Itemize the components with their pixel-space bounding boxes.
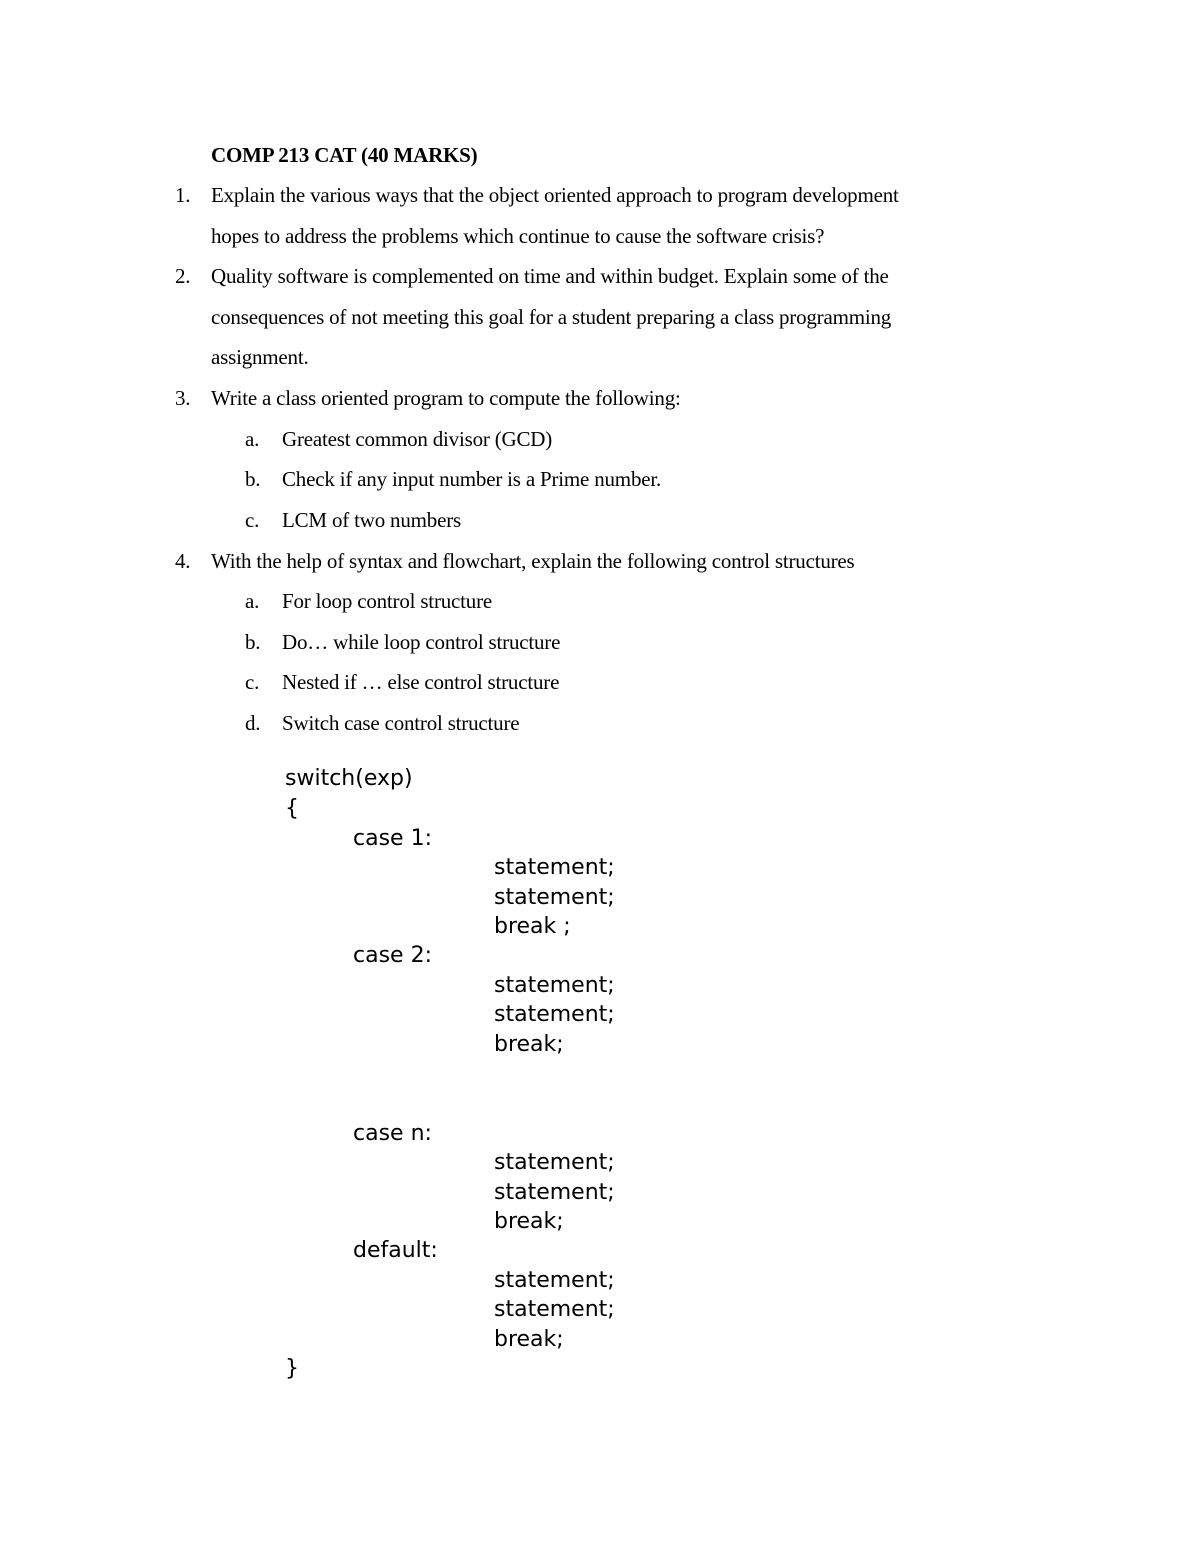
- code-line: default:: [353, 1238, 438, 1263]
- sub-item-text: LCM of two numbers: [282, 508, 461, 532]
- code-line: switch(exp): [285, 766, 413, 791]
- sub-item-marker: a.: [245, 427, 260, 451]
- code-line: break;: [494, 1209, 564, 1234]
- question-text-line: assignment.: [211, 345, 309, 369]
- code-line: break ;: [494, 914, 571, 939]
- code-line: statement;: [494, 1268, 615, 1293]
- sub-item-text: Nested if … else control structure: [282, 670, 560, 694]
- question-text-line: Explain the various ways that the object oriented approach to program development: [211, 183, 899, 207]
- code-line: statement;: [494, 1002, 615, 1027]
- code-line: break;: [494, 1327, 564, 1352]
- code-line: statement;: [494, 973, 615, 998]
- sub-item-text: Check if any input number is a Prime number.: [282, 467, 662, 491]
- code-line: statement;: [494, 885, 615, 910]
- sub-item-marker: b.: [245, 467, 261, 491]
- code-line: case 1:: [353, 826, 432, 851]
- document-title: COMP 213 CAT (40 MARKS): [211, 143, 478, 167]
- question-text-line: Write a class oriented program to compute the following:: [211, 386, 681, 410]
- code-line: statement;: [494, 1180, 615, 1205]
- question-number: 3.: [175, 386, 191, 410]
- sub-item-text: Greatest common divisor (GCD): [282, 427, 553, 451]
- question-text-line: With the help of syntax and flowchart, explain the following control structures: [211, 549, 855, 573]
- code-line: {: [285, 796, 299, 821]
- code-line: break;: [494, 1032, 564, 1057]
- sub-item-marker: a.: [245, 589, 260, 613]
- code-line: }: [285, 1356, 299, 1381]
- question-text-line: Quality software is complemented on time and within budget. Explain some of the: [211, 264, 889, 288]
- question-number: 1.: [175, 183, 191, 207]
- sub-item-marker: c.: [245, 508, 260, 532]
- question-number: 2.: [175, 264, 191, 288]
- sub-item-text: For loop control structure: [282, 589, 493, 613]
- question-text-line: hopes to address the problems which continue to cause the software crisis?: [211, 224, 825, 248]
- sub-item-marker: b.: [245, 630, 261, 654]
- sub-item-marker: c.: [245, 670, 260, 694]
- question-number: 4.: [175, 549, 191, 573]
- sub-item-text: Switch case control structure: [282, 711, 520, 735]
- sub-item-text: Do… while loop control structure: [282, 630, 561, 654]
- code-line: statement;: [494, 855, 615, 880]
- sub-item-marker: d.: [245, 711, 261, 735]
- question-text-line: consequences of not meeting this goal for a student preparing a class programming: [211, 305, 892, 329]
- code-line: case 2:: [353, 943, 432, 968]
- code-line: case n:: [353, 1121, 432, 1146]
- code-line: statement;: [494, 1297, 615, 1322]
- code-line: statement;: [494, 1150, 615, 1175]
